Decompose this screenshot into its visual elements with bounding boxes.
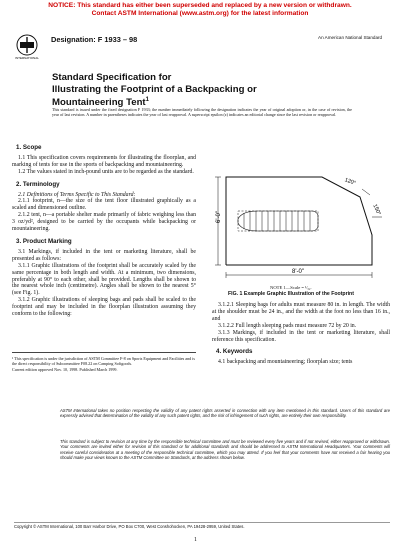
dimension-6ft: 6'-0" xyxy=(216,211,222,223)
para-1-1: 1.1 This specification covers requirements for illustrating the floorplan, and marking of tents for use in the sports of backpacking and mountaineering. xyxy=(12,154,196,168)
para-3-1-3: 3.1.3 Markings, if included in the tent or marketing literature, shall reference this specification. xyxy=(212,329,390,343)
para-3-1-2: 3.1.2 Graphic illustrations of sleeping bags and pads shall be scaled to the footprint and may be included in the floorplan illustration assuming they conform to the following: xyxy=(12,297,196,318)
para-3-1-1: 3.1.1 Graphic illustrations of the footprint shall be accurately scaled by the same percentage in both length and width. At a minimum, two dimensions, preferably at 90° to each other, shall be provided. Lengths shall be shown to the nearest whole inch (centimetre). Angles shall be shown to the nearest 5° (see Fig. 1). xyxy=(12,262,196,297)
angle-150: 150° xyxy=(371,203,382,217)
issued-note: This standard is issued under the fixed designation F 1933; the number immediately following the designation indicates the year of original adoption or, in the case of revision, the year of last revision. A number in parentheses indicates the year of last reapproval. A superscript epsilon (ε) indicates an editorial change since the last revision or reapproval. xyxy=(52,107,352,118)
para-4-1: 4.1 backpacking and mountaineering; floorplan size; tents xyxy=(218,359,353,366)
scope-heading: 1. Scope xyxy=(16,144,42,151)
para-3-1-2-2: 3.1.2.2 Full length sleeping pads must measure 72 by 20 in. xyxy=(218,322,357,329)
keywords-heading: 4. Keywords xyxy=(216,348,253,356)
terminology-heading: 2. Terminology xyxy=(16,180,60,188)
dimension-8ft: 8'-0" xyxy=(292,269,304,275)
footprint-figure xyxy=(212,147,390,283)
revision-note: This standard is subject to revision at any time by the responsible technical committee and must be reviewed every five years and if not revised, either reapproved or withdrawn. Your comments are invited either for revision of this standard or for additional standards and should be addressed to ASTM International Headquarters. Your comments will receive careful consideration at a meeting of the responsible technical committee, which you may attend. If you feel that your comments have not received a fair hearing you should make your views known to the ASTM Committee on Standards, at the address shown below. xyxy=(60,439,390,460)
notice-line-1: NOTICE: This standard has either been superseded and replaced by a new version or withdrawn. xyxy=(48,2,352,9)
patent-note: ASTM International takes no position respecting the validity of any patent rights asserted in connection with any item mentioned in this standard. Users of this standard are expressly advised that determination of the validity of any such patent rights, and the risk of infringement of such rights, are entirely their own responsibility. xyxy=(60,408,390,419)
designation: Designation: F 1933 – 98 xyxy=(51,35,138,44)
angle-120: 120° xyxy=(343,177,357,187)
para-3-1: 3.1 Markings, if included in the tent or marketing literature, shall be presented as follows: xyxy=(12,248,196,262)
sleeping-bag xyxy=(238,211,318,231)
national-standard-label: An American National Standard xyxy=(318,35,383,40)
para-1-2: 1.2 The values stated in inch-pound units are to be regarded as the standard. xyxy=(18,168,194,175)
logo-text: INTERNATIONAL xyxy=(15,56,39,60)
page-number: 1 xyxy=(194,537,197,543)
copyright: Copyright © ASTM International, 100 Barr Harbor Drive, PO Box C700, West Conshohocken, PA 19428-2959, United States. xyxy=(14,522,390,529)
astm-logo-icon xyxy=(14,34,40,60)
supersede-notice xyxy=(0,2,400,17)
document-title xyxy=(52,72,352,109)
para-2-1-1: 2.1.1 footprint, n—the size of the tent floor illustrated graphically as a scaled and dimensioned outline. xyxy=(12,198,196,212)
para-2-1: 2.1 Definitions of Terms Specific to This Standard: xyxy=(18,191,136,198)
left-column xyxy=(12,145,196,318)
title-line-3: Mountaineering Tent xyxy=(52,97,146,109)
marking-heading: 3. Product Marking xyxy=(16,237,72,245)
right-column xyxy=(212,302,390,366)
footnote xyxy=(12,352,196,373)
title-line-1: Standard Specification for xyxy=(52,72,172,83)
footnote-2: Current edition approved Nov. 10, 1998. Published March 1999. xyxy=(12,367,118,372)
figure-note: NOTE 1—Scale = ¹⁄₃₂. xyxy=(270,285,312,290)
title-footnote-ref: 1 xyxy=(145,97,149,103)
notice-line-2: Contact ASTM International (www.astm.org) for the latest information xyxy=(91,9,309,17)
figure-caption: FIG. 1 Example Graphic Illustration of the Footprint xyxy=(228,291,354,297)
title-line-2: Illustrating the Footprint of a Backpacking or xyxy=(52,83,257,95)
para-3-1-2-1: 3.1.2.1 Sleeping bags for adults must measure 80 in. in length. The width at the shoulder must be 24 in., and the width at the foot no less than 16 in., and xyxy=(212,302,390,322)
para-2-1-2: 2.1.2 tent, n—a portable shelter made primarily of fabric weighing less than 3 oz/yd², designed to be carried by the occupants while backpacking or mountaineering. xyxy=(12,212,196,233)
footnote-1: ¹ This specification is under the jurisdiction of ASTM Committee F-8 on Sports Equipment and Facilities and is the direct responsibility of Subcommittee F08.22 on Camping Softgoods. xyxy=(12,356,195,366)
